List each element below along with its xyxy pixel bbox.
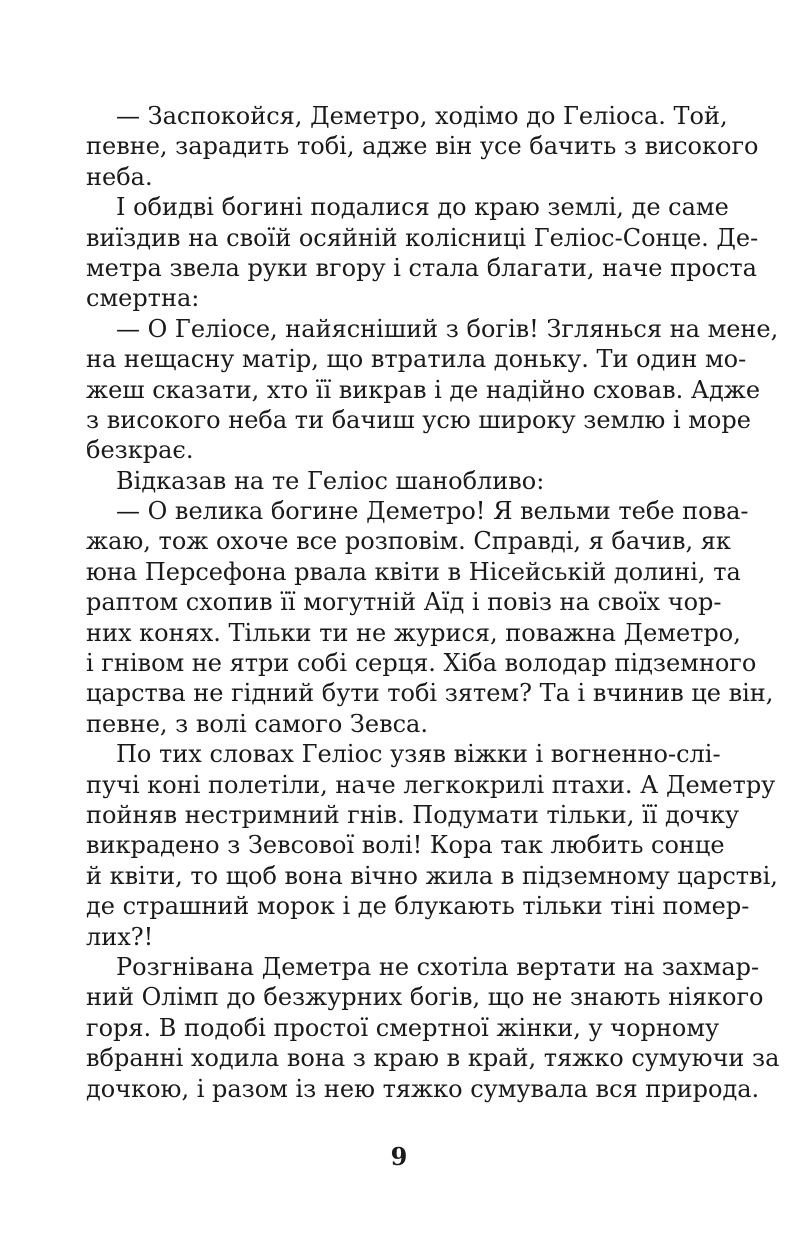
text-line: горя. В подобі простої смертної жінки, у чорному xyxy=(86,1013,720,1042)
text-line: на нещасну матір, що втратила доньку. Ти один мо- xyxy=(86,345,747,374)
text-line: Відказав на те Геліос шанобливо: xyxy=(116,466,545,495)
text-line: певне, з волі самого Зевса. xyxy=(86,709,428,738)
text-line: неба. xyxy=(86,162,153,191)
text-line: царства не гідний бути тобі зятем? Та і вчинив це він, xyxy=(86,679,774,708)
text-line: й квіти, то щоб вона вічно жила в підземному царстві, xyxy=(86,861,778,890)
text-line: метра звела руки вгору і стала благати, наче проста xyxy=(86,253,757,282)
paragraph-1 xyxy=(86,101,759,192)
paragraph-2 xyxy=(86,192,759,314)
text-line: певне, зарадить тобі, адже він усе бачить з високого xyxy=(86,132,759,161)
text-line: раптом схопив її могутній Аїд і повіз на своїх чор- xyxy=(86,588,722,617)
paragraph-6 xyxy=(86,739,778,952)
text-line: — Заспокойся, Деметро, ходімо до Геліоса. Той, xyxy=(116,102,728,130)
text-line: пучі коні полетіли, наче легкокрилі птахи. А Деметру xyxy=(86,770,776,799)
text-line: де страшний морок і де блукають тільки тіні помер- xyxy=(86,892,750,921)
paragraph-7 xyxy=(86,952,780,1104)
text-line: безкрає. xyxy=(86,436,194,465)
text-line: І обидві богині подалися до краю землі, де саме xyxy=(116,193,729,222)
text-line: Розгнівана Деметра не схотіла вертати на захмар- xyxy=(116,952,760,981)
page-number: 9 xyxy=(390,1142,408,1171)
text-line: з високого неба ти бачиш усю широку землю і море xyxy=(86,405,751,434)
body-text xyxy=(86,101,780,1104)
text-line: і гнівом не ятри собі серця. Хіба володар підземного xyxy=(86,649,757,678)
text-line: ний Олімп до безжурних богів, що не знають ніякого xyxy=(86,983,764,1012)
text-line: пойняв нестримний гнів. Подумати тільки, її дочку xyxy=(86,800,740,829)
text-line: вбранні ходила вона з краю в край, тяжко сумуючи за xyxy=(86,1044,780,1073)
text-line: жеш сказати, хто її викрав і де надійно сховав. Адже xyxy=(86,375,761,404)
paragraph-5 xyxy=(86,496,774,739)
text-line: юна Персефона рвала квіти в Нісейській долині, та xyxy=(86,557,741,586)
text-line: По тих словах Геліос узяв віжки і вогненно-слі- xyxy=(116,740,721,769)
text-line: — О Геліосе, найясніший з богів! Зглянься на мене, xyxy=(116,314,779,343)
text-line: смертна: xyxy=(86,284,200,313)
text-line: дочкою, і разом із нею тяжко сумувала вся природа. xyxy=(86,1074,760,1103)
paragraph-4 xyxy=(86,466,680,496)
text-line: виїздив на своїй осяйній колісниці Геліос-Сонце. Де- xyxy=(86,223,759,252)
text-line: лих?! xyxy=(86,922,154,951)
paragraph-3 xyxy=(86,314,779,466)
text-line: них конях. Тільки ти не журися, поважна Деметро, xyxy=(86,618,741,647)
text-line: — О велика богине Деметро! Я вельми тебе пова- xyxy=(116,497,749,526)
text-line: жаю, тож охоче все розповім. Справді, я бачив, як xyxy=(86,527,731,556)
text-line: викрадено з Зевсової волі! Кора так любить сонце xyxy=(86,831,725,860)
